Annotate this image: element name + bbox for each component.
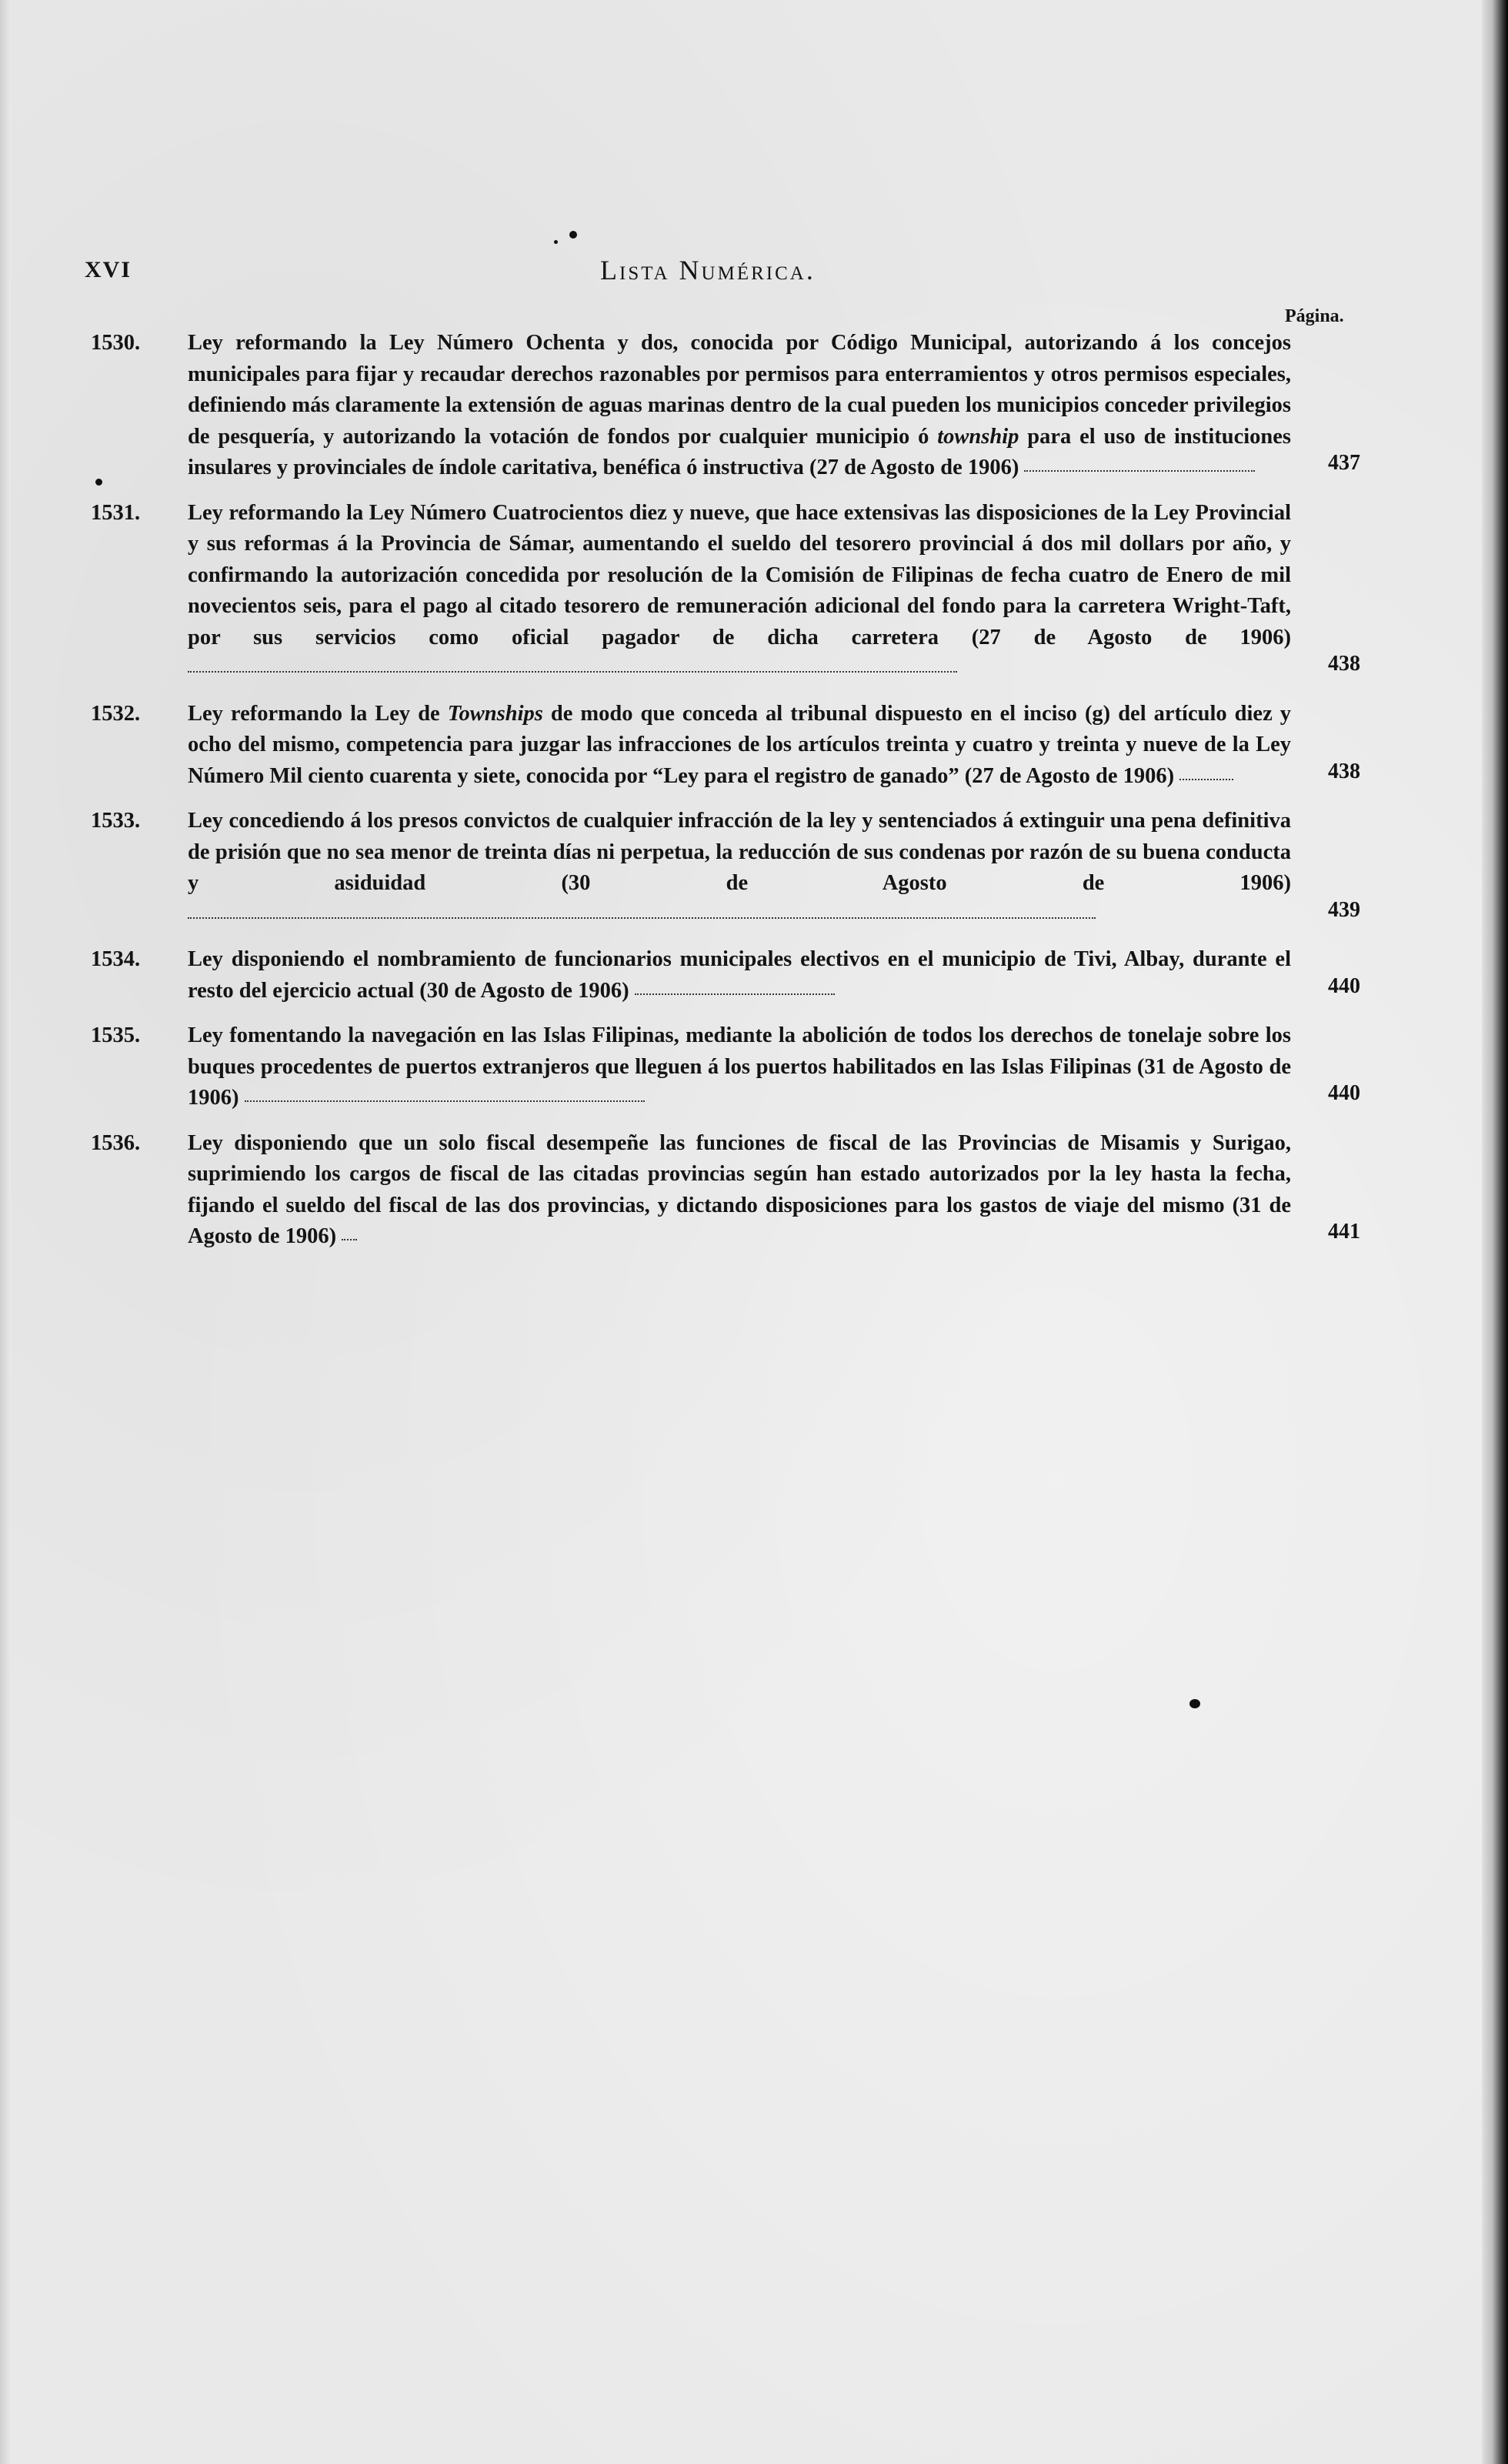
entry-text bbox=[188, 328, 1360, 484]
entry-text bbox=[188, 806, 1360, 930]
page-number: XVI bbox=[85, 257, 132, 282]
entry-text-part: Ley fomentando la navegación en las Islas Filipinas, mediante la abolición de todos los derechos de tonelaje sobre los buques procedentes de puertos extranjeros que lleguen á los puertos habilitados en las Islas Filipinas (31 de Agosto de 1906) bbox=[188, 1023, 1291, 1110]
ink-speck bbox=[569, 231, 577, 239]
entry-number: 1531. bbox=[91, 500, 141, 525]
entry-text-part: Ley disponiendo que un solo fiscal desempeñe las funciones de fiscal de las Provincias de Misamis y Surigao, suprimiendo los cargos de fiscal de las citadas provincias según han estado autorizados por la ley hasta la fecha, fijando el sueldo del fiscal de las dos provincias, y dictando disposiciones para los gastos de viaje del mismo (31 de Agosto de 1906) bbox=[188, 1130, 1291, 1248]
list-item bbox=[91, 1020, 1360, 1114]
ink-speck bbox=[1189, 1699, 1200, 1708]
list-item bbox=[91, 806, 1360, 930]
entry-page-number: 439 bbox=[1328, 897, 1360, 922]
entry-number: 1535. bbox=[91, 1023, 141, 1047]
dot-leader bbox=[188, 913, 1096, 919]
list-item bbox=[91, 328, 1360, 484]
list-item bbox=[91, 498, 1360, 685]
entry-list bbox=[91, 328, 1360, 1267]
ink-speck bbox=[95, 479, 102, 486]
list-item bbox=[91, 944, 1360, 1007]
entry-page-number: 438 bbox=[1328, 759, 1360, 783]
dot-leader bbox=[188, 666, 957, 673]
entry-text bbox=[188, 1128, 1360, 1253]
entry-text-part: Ley concediendo á los presos convictos de cualquier infracción de la ley y sentenciados á extinguir una pena definitiva de prisión que no sea menor de treinta días ni perpetua, la reducción de sus condenas por razón de su buena conducta y asiduidad (30 de Agosto de 1906) bbox=[188, 809, 1291, 895]
entry-text-part: Ley reformando la Ley de bbox=[188, 701, 448, 726]
entry-text-part: de modo que conceda al tribunal dispuesto en el inciso (g) del artículo diez y ocho del mismo, competencia para juzgar las infracciones de los artículos treinta y cuatro y treinta y nueve de la Ley Número Mil ciento cuarenta y siete, conocida por “Ley para el registro de ganado” (27 de Agosto de 1906) bbox=[188, 701, 1291, 788]
entry-number: 1532. bbox=[91, 701, 141, 726]
entry-text bbox=[188, 1020, 1360, 1114]
entry-number: 1536. bbox=[91, 1130, 141, 1155]
dot-leader bbox=[635, 989, 835, 995]
entry-italic-term: Townships bbox=[447, 701, 543, 726]
entry-page-number: 437 bbox=[1328, 451, 1360, 475]
entry-text bbox=[188, 944, 1360, 1007]
entry-italic-term: township bbox=[937, 424, 1019, 449]
page-right-edge bbox=[1482, 0, 1508, 2464]
dot-leader bbox=[245, 1096, 645, 1102]
entry-page-number: 440 bbox=[1328, 973, 1360, 998]
dot-leader bbox=[342, 1234, 357, 1240]
entry-text bbox=[188, 699, 1360, 793]
entry-number: 1533. bbox=[91, 809, 141, 833]
entry-text-part: Ley reformando la Ley Número Cuatrocientos diez y nueve, que hace extensivas las disposiciones de la Ley Provincial y sus reformas á la Provincia de Sámar, aumentando el sueldo del tesorero provincial á dos mil dollars por año, y confirmando la autorización concedida por resolución de la Comisión de Filipinas de fecha cuatro de Enero de mil novecientos seis, para el pago al citado tesorero de remuneración adicional del fondo para la carretera Wright-Taft, por sus servicios como oficial pagador de dicha carretera (27 de Agosto de 1906) bbox=[188, 500, 1291, 649]
entry-number: 1534. bbox=[91, 947, 141, 971]
entry-text-part: para el uso de instituciones insulares y provinciales de índole caritativa, benéfica ó instructiva (27 de Agosto de 1906) bbox=[188, 424, 1291, 479]
entry-text-part: Ley reformando la Ley Número Ochenta y dos, conocida por Código Municipal, autorizando á los concejos municipales para fijar y recaudar derechos razonables por permisos para enterramientos y otros permisos especiales, definiendo más claramente la extensión de aguas marinas dentro de la cual pueden los municipios conceder privilegios de pesquería, y autorizando la votación de fondos por cualquier municipio ó bbox=[188, 331, 1291, 449]
entry-number: 1530. bbox=[91, 331, 141, 355]
page-header bbox=[85, 257, 1362, 295]
list-item bbox=[91, 699, 1360, 793]
entry-text bbox=[188, 498, 1360, 685]
list-item bbox=[91, 1128, 1360, 1253]
dot-leader bbox=[1024, 466, 1255, 472]
ink-speck bbox=[554, 240, 558, 244]
entry-text-part: Ley disponiendo el nombramiento de funcionarios municipales electivos en el municipio de Tivi, Albay, durante el resto del ejercicio actual (30 de Agosto de 1906) bbox=[188, 947, 1291, 1003]
dot-leader bbox=[1179, 774, 1233, 780]
page-column-label: Página. bbox=[1285, 306, 1344, 326]
entry-page-number: 440 bbox=[1328, 1081, 1360, 1105]
entry-page-number: 438 bbox=[1328, 652, 1360, 676]
page-left-shadow bbox=[0, 0, 11, 2464]
entry-page-number: 441 bbox=[1328, 1220, 1360, 1244]
running-title: Lista Numérica. bbox=[600, 255, 816, 285]
